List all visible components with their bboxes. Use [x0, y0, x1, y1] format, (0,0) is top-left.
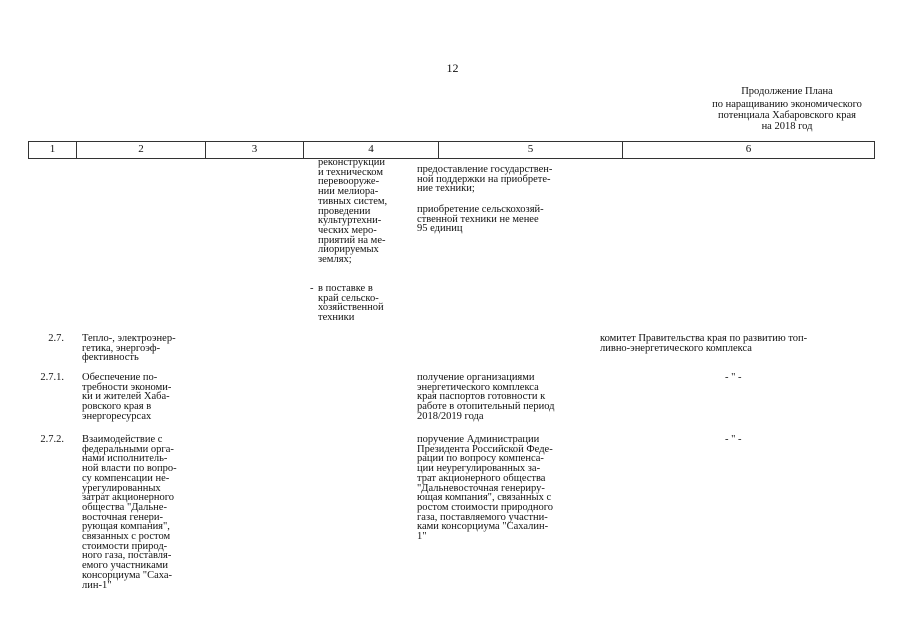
continuation-line-1: Продолжение Плана [741, 86, 833, 97]
header-col-5: 5 [438, 142, 622, 158]
header-col-3: 3 [205, 142, 303, 158]
row-2-7-2-col6: - " - [725, 434, 742, 445]
header-col-6: 6 [622, 142, 875, 158]
header-col-1: 1 [28, 142, 76, 158]
row-top-col5-text-a: предоставление государствен- ной поддержки на приобрете- ние техники; [417, 164, 553, 195]
row-top-col5-text-b: приобретение сельскохозяй- ственной техники не менее 95 единиц [417, 204, 544, 235]
row-2-7-col6: комитет Правительства края по развитию топ- ливно-энергетического комплекса [600, 333, 808, 354]
row-2-7-2-col5: поручение Администрации Президента Российской Феде- рации по вопросу компенса- ции неурегулированных за- трат акционерного общества "Дальневосточная генериру- ющая компания", связанных с ростом стоимости природного газа, поставляемого участни- ками консорциума "Сахалин- 1" [417, 434, 554, 543]
row-2-7-1-col6: - " - [725, 372, 742, 383]
continuation-line-3: потенциала Хабаровского края [718, 110, 856, 121]
row-2-7-2-col2: Взаимодействие с федеральными орга- нами исполнитель- ной власти по вопро- су компенсации не- урегулированных затрат акционерного общества "Дальне- восточная генери- рующая компания", связанных с ростом стоимости природ- ного газа, поставля- емого участниками консорциума "Саха- лин-1" [82, 434, 177, 591]
row-2-7-number: 2.7. [48, 333, 64, 344]
row-top-col4-text-b: в поставке в край сельско- хозяйственной техники [318, 283, 384, 324]
table-header-row [28, 141, 875, 159]
row-2-7-2-number: 2.7.2. [40, 434, 64, 445]
page-number: 12 [446, 61, 459, 75]
continuation-caption [672, 86, 902, 132]
row-2-7-1-col2: Обеспечение по- требности экономи- ки и жителей Хаба- ровского края в энергоресурсах [82, 372, 172, 422]
row-2-7-1-col5: получение организациями энергетического комплекса края паспортов готовности к работе в отопительный период 2018/2019 года [417, 372, 555, 422]
row-2-7-col2: Тепло-, электроэнер- гетика, энергоэф- фективность [82, 333, 176, 364]
row-top-col4-dash: - [310, 283, 314, 294]
row-2-7-1-number: 2.7.1. [40, 372, 64, 383]
continuation-line-4: на 2018 год [761, 121, 813, 132]
header-col-2: 2 [76, 142, 205, 158]
continuation-line-2: по наращиванию экономического [712, 99, 862, 110]
header-col-4: 4 [303, 142, 438, 158]
row-top-col4-text-a: реконструкции и техническом перевооруже- нии мелиора- тивных систем, проведении культуртехни- ческих меро- приятий на ме- лиорируемых землях; [318, 157, 388, 266]
